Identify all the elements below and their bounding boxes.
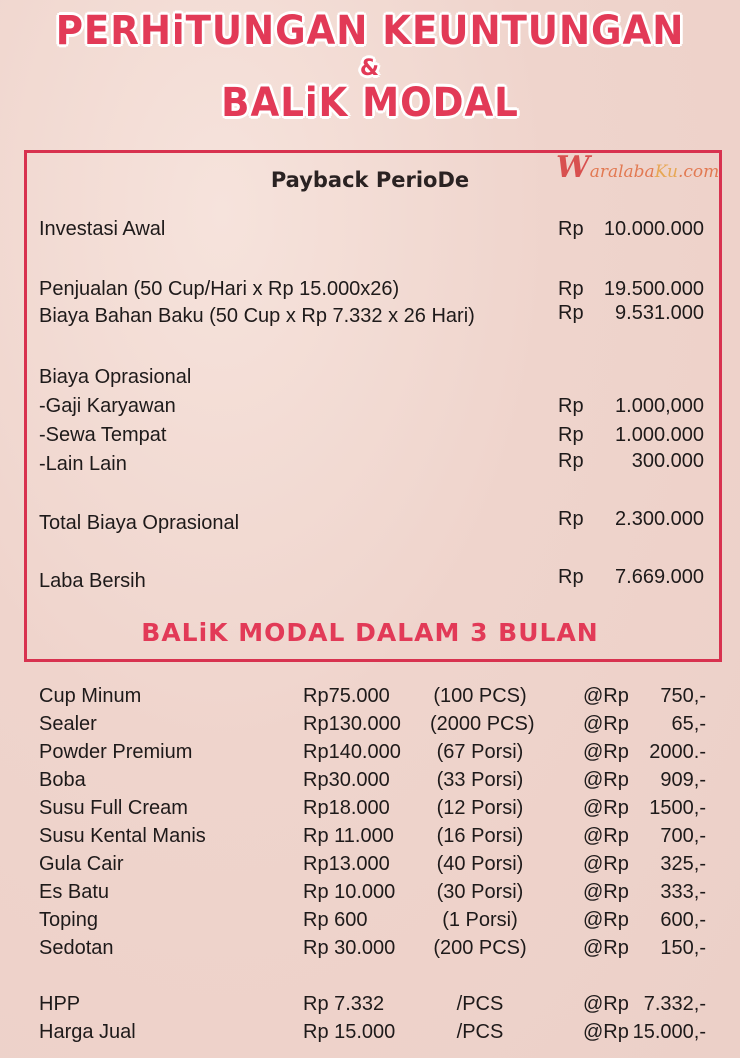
row-currency: Rp [558,395,584,417]
item-price: Rp140.000 [303,741,401,763]
row-label: Total Biaya Oprasional [39,512,240,534]
item-at: @Rp [583,881,629,903]
item-qty: (2000 PCS) [430,713,535,735]
item-unit-price: 15.000,- [632,1021,706,1043]
row-currency: Rp [558,424,584,446]
item-qty: (100 PCS) [433,685,527,707]
row-label: Biaya Bahan Baku (50 Cup x Rp 7.332 x 26 Hari) [39,305,475,327]
row-currency: Rp [558,218,584,240]
row-label: -Lain Lain [39,453,127,475]
row-currency: Rp [558,508,584,530]
item-at: @Rp [583,937,629,959]
item-name: Susu Full Cream [39,797,188,819]
item-at: @Rp [583,685,629,707]
item-name: Es Batu [39,881,110,903]
main-title-line1: PERHiTUNGAN KEUNTUNGAN [55,8,685,54]
item-price: Rp 7.332 [303,993,385,1015]
table-row [0,937,740,965]
item-name: Toping [39,909,98,931]
row-amount: 10.000.000 [603,218,704,240]
table-row [0,1021,740,1049]
item-qty: (30 Porsi) [436,881,524,903]
item-name: Sealer [39,713,97,735]
item-name: Boba [39,769,86,791]
item-price: Rp 30.000 [303,937,396,959]
table-row [0,909,740,937]
item-name: Harga Jual [39,1021,136,1043]
payback-conclusion: BALiK MODAL DALAM 3 BULAN [141,618,599,647]
row-label: Investasi Awal [39,218,166,240]
item-name: Cup Minum [39,685,142,707]
row-amount: 2.300.000 [615,508,704,530]
row-currency: Rp [558,450,584,472]
table-row [0,685,740,713]
item-price: Rp 600 [303,909,368,931]
item-qty: (67 Porsi) [436,741,524,763]
row-label: -Gaji Karyawan [39,395,176,417]
item-price: Rp 11.000 [303,825,394,847]
item-unit-price: 150,- [660,937,706,959]
item-at: @Rp [583,993,629,1015]
item-qty: /PCS [456,993,504,1015]
item-unit-price: 7.332,- [643,993,706,1015]
item-unit-price: 1500,- [649,797,706,819]
item-qty: (16 Porsi) [436,825,524,847]
item-unit-price: 65,- [671,713,706,735]
item-unit-price: 600,- [660,909,706,931]
item-at: @Rp [583,853,629,875]
row-currency: Rp [558,566,584,588]
table-row [0,993,740,1021]
item-unit-price: 909,- [660,769,706,791]
row-amount: 9.531.000 [615,302,704,324]
row-label: -Sewa Tempat [39,424,167,446]
item-qty: (40 Porsi) [436,853,524,875]
table-row [0,881,740,909]
row-amount: 1.000,000 [615,395,704,417]
item-name: HPP [39,993,81,1015]
item-qty: /PCS [456,1021,504,1043]
item-price: Rp13.000 [303,853,390,875]
payback-heading: Payback PerioDe [270,168,470,192]
item-qty: (12 Porsi) [436,797,524,819]
item-price: Rp30.000 [303,769,390,791]
row-amount: 19.500.000 [603,278,704,300]
item-at: @Rp [583,797,629,819]
table-row [0,769,740,797]
item-unit-price: 700,- [660,825,706,847]
title-ampersand: & [359,56,381,81]
item-qty: (200 PCS) [433,937,527,959]
row-label: Laba Bersih [39,570,146,592]
item-price: Rp 15.000 [303,1021,396,1043]
row-currency: Rp [558,278,584,300]
item-at: @Rp [583,909,629,931]
table-row [0,825,740,853]
table-row [0,741,740,769]
item-price: Rp18.000 [303,797,390,819]
item-at: @Rp [583,741,629,763]
item-name: Gula Cair [39,853,124,875]
item-qty: (1 Porsi) [442,909,518,931]
item-at: @Rp [583,769,629,791]
item-qty: (33 Porsi) [436,769,524,791]
item-unit-price: 325,- [660,853,706,875]
item-name: Powder Premium [39,741,193,763]
item-price: Rp75.000 [303,685,390,707]
item-price: Rp 10.000 [303,881,396,903]
table-row [0,713,740,741]
table-row [0,853,740,881]
item-at: @Rp [583,825,629,847]
item-unit-price: 2000.- [649,741,706,763]
row-amount: 1.000.000 [615,424,704,446]
item-unit-price: 750,- [660,685,706,707]
item-at: @Rp [583,713,629,735]
watermark-logo: WaralabaKu.com [556,150,720,185]
row-label: Penjualan (50 Cup/Hari x Rp 15.000x26) [39,278,400,300]
item-price: Rp130.000 [303,713,401,735]
item-name: Sedotan [39,937,114,959]
row-currency: Rp [558,302,584,324]
item-unit-price: 333,- [660,881,706,903]
main-title-line2: BALiK MODAL [221,80,519,126]
row-amount: 7.669.000 [615,566,704,588]
table-row [0,797,740,825]
row-amount: 300.000 [631,450,704,472]
row-label: Biaya Oprasional [39,366,192,388]
item-at: @Rp [583,1021,629,1043]
item-name: Susu Kental Manis [39,825,206,847]
